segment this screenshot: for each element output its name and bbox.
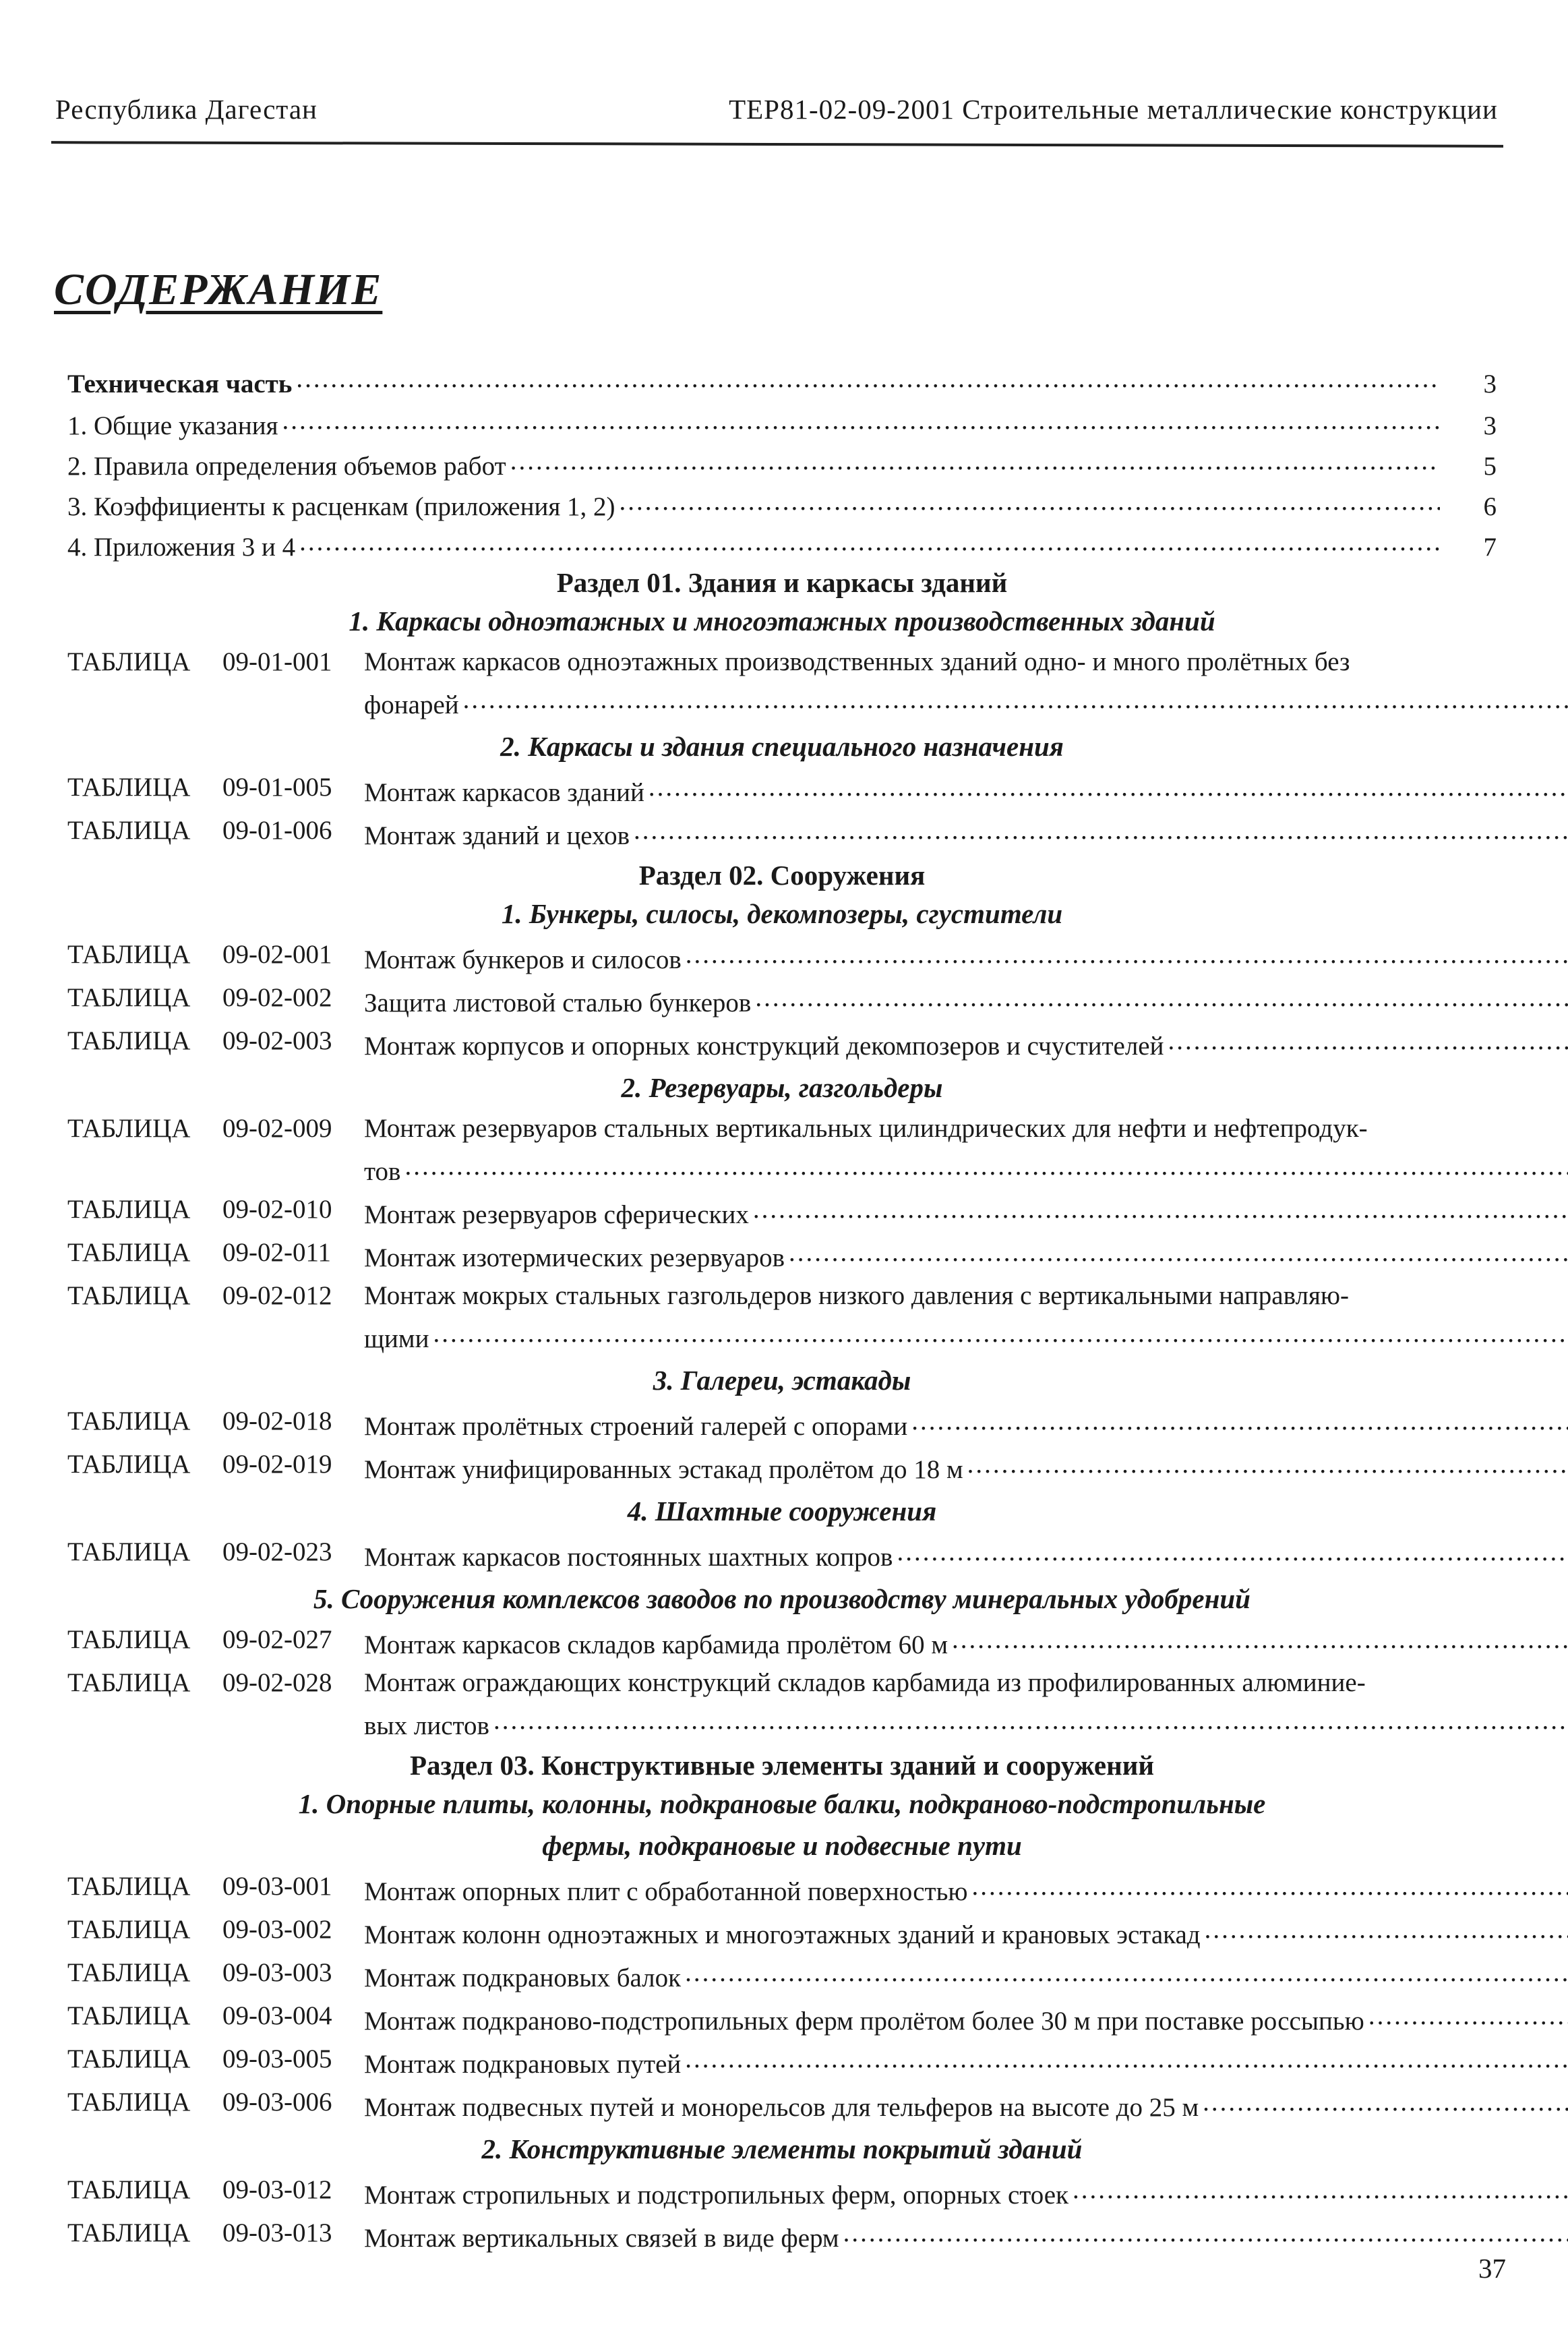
table-code: 09-01-006 bbox=[222, 816, 332, 845]
table-word: ТАБЛИЦА bbox=[67, 647, 191, 676]
toc-table-entry[interactable] bbox=[67, 1022, 1497, 1065]
table-description bbox=[364, 812, 1568, 855]
dot-leader bbox=[634, 812, 1568, 850]
toc-table-entry[interactable] bbox=[67, 1868, 1497, 1911]
toc-table-entry[interactable] bbox=[67, 2214, 1497, 2257]
description-line: щими bbox=[364, 1324, 429, 1353]
description-line: Монтаж подкраново-подстропильных ферм пролётом более 30 м при поставке россыпью bbox=[364, 2007, 1364, 2036]
table-code: 09-03-012 bbox=[222, 2175, 332, 2204]
description-line: Монтаж корпусов и опорных конструкций декомпозеров и счустителей bbox=[364, 1032, 1164, 1061]
table-word: ТАБЛИЦА bbox=[67, 816, 191, 845]
table-code: 09-02-018 bbox=[222, 1407, 332, 1436]
subsection-heading: 1. Каркасы одноэтажных и многоэтажных производственных зданий bbox=[349, 606, 1215, 637]
description-line: тов bbox=[364, 1157, 401, 1186]
table-word: ТАБЛИЦА bbox=[67, 1195, 191, 1224]
table-description bbox=[364, 1911, 1568, 1954]
description-line: Монтаж ограждающих конструкций складов карбамида из профилированных алюминие- bbox=[364, 1668, 1366, 1697]
description-line: Монтаж мокрых стальных газгольдеров низкого давления с вертикальными направляю- bbox=[364, 1281, 1350, 1310]
table-word: ТАБЛИЦА bbox=[67, 983, 191, 1012]
toc-table-entry[interactable] bbox=[67, 1110, 1497, 1191]
description-line: фонарей bbox=[364, 690, 459, 719]
table-description bbox=[364, 2214, 1568, 2257]
dot-leader bbox=[282, 405, 1440, 436]
toc-table-entry[interactable] bbox=[67, 812, 1497, 855]
toc-table-entry[interactable] bbox=[67, 1446, 1497, 1489]
description-line: Монтаж изотермических резервуаров bbox=[364, 1243, 785, 1272]
dot-leader bbox=[967, 1446, 1568, 1483]
table-code: 09-02-002 bbox=[222, 983, 332, 1012]
dot-leader bbox=[686, 936, 1568, 974]
table-word: ТАБЛИЦА bbox=[67, 2044, 191, 2073]
description-line: Монтаж подкрановых путей bbox=[364, 2050, 682, 2079]
table-description bbox=[364, 1533, 1568, 1576]
table-word: ТАБЛИЦА bbox=[67, 1281, 191, 1310]
toc-entry-label: Техническая часть bbox=[67, 370, 293, 398]
table-word: ТАБЛИЦА bbox=[67, 1537, 191, 1566]
dot-leader bbox=[510, 446, 1440, 476]
table-code: 09-02-011 bbox=[222, 1238, 332, 1267]
table-word: ТАБЛИЦА bbox=[67, 1114, 191, 1143]
dot-leader bbox=[1168, 1022, 1568, 1060]
subsection-heading: 2. Конструктивные элементы покрытий зданий bbox=[481, 2133, 1083, 2164]
description-line: Монтаж подкрановых балок bbox=[364, 1963, 682, 1992]
table-code: 09-03-004 bbox=[222, 2001, 332, 2030]
dot-leader bbox=[1368, 1997, 1568, 2035]
subsection-heading: 2. Резервуары, газгольдеры bbox=[621, 1072, 943, 1103]
toc-table-entry[interactable] bbox=[67, 2171, 1497, 2214]
table-description bbox=[364, 1621, 1568, 1664]
dot-leader bbox=[843, 2214, 1568, 2252]
header-divider bbox=[51, 141, 1503, 148]
dot-leader bbox=[1203, 2084, 1568, 2121]
table-code: 09-02-028 bbox=[222, 1668, 332, 1697]
toc-table-entry[interactable] bbox=[67, 1954, 1497, 1997]
table-word: ТАБЛИЦА bbox=[67, 1668, 191, 1697]
table-code: 09-02-010 bbox=[222, 1195, 332, 1224]
dot-leader bbox=[1073, 2171, 1568, 2209]
subsection-heading: 1. Опорные плиты, колонны, подкрановые балки, подкраново-подстропильные bbox=[298, 1788, 1266, 1819]
table-word: ТАБЛИЦА bbox=[67, 1238, 191, 1267]
table-description bbox=[364, 769, 1568, 812]
description-line: Монтаж каркасов одноэтажных производственных зданий одно- и много пролётных без bbox=[364, 647, 1350, 676]
subsection-heading: фермы, подкрановые и подвесные пути bbox=[542, 1830, 1022, 1861]
dot-leader bbox=[649, 769, 1568, 806]
description-line: Монтаж колонн одноэтажных и многоэтажных зданий и крановых эстакад bbox=[364, 1920, 1201, 1949]
toc-entry-label: 1. Общие указания bbox=[67, 411, 278, 440]
table-code: 09-02-023 bbox=[222, 1537, 332, 1566]
table-word: ТАБЛИЦА bbox=[67, 1915, 191, 1944]
table-of-contents bbox=[67, 359, 1497, 2257]
toc-table-entry[interactable] bbox=[67, 936, 1497, 979]
table-word: ТАБЛИЦА bbox=[67, 940, 191, 969]
table-code: 09-01-001 bbox=[222, 647, 332, 676]
dot-leader bbox=[620, 486, 1440, 516]
table-code: 09-01-005 bbox=[222, 773, 332, 802]
dot-leader bbox=[972, 1868, 1568, 1906]
subsection-heading: 3. Галереи, эстакады bbox=[653, 1365, 911, 1396]
header-document-title: ТЕР81-02-09-2001 Строительные металлические конструкции bbox=[729, 94, 1498, 125]
dot-leader bbox=[493, 1702, 1568, 1740]
table-code: 09-03-006 bbox=[222, 2088, 332, 2117]
table-code: 09-02-027 bbox=[222, 1625, 332, 1654]
table-word: ТАБЛИЦА bbox=[67, 1958, 191, 1987]
table-description bbox=[364, 2040, 1568, 2084]
dot-leader bbox=[789, 1234, 1568, 1272]
toc-table-entry[interactable] bbox=[67, 1402, 1497, 1446]
header-region-label: Республика Дагестан bbox=[55, 94, 318, 125]
table-code: 09-03-003 bbox=[222, 1958, 332, 1987]
toc-table-entry[interactable] bbox=[67, 2084, 1497, 2127]
description-line: Монтаж каркасов складов карбамида пролётом 60 м bbox=[364, 1630, 948, 1659]
toc-table-entry[interactable] bbox=[67, 1911, 1497, 1954]
toc-entry-page: 3 bbox=[1483, 370, 1497, 398]
toc-entry-label: 2. Правила определения объемов работ bbox=[67, 452, 506, 481]
toc-entry[interactable] bbox=[67, 522, 1497, 562]
description-line: Монтаж вертикальных связей в виде ферм bbox=[364, 2224, 839, 2253]
table-description bbox=[364, 1664, 1568, 1745]
table-description bbox=[364, 643, 1568, 724]
table-description bbox=[364, 1954, 1568, 1997]
table-word: ТАБЛИЦА bbox=[67, 1872, 191, 1901]
description-line: Монтаж бункеров и силосов bbox=[364, 945, 682, 974]
table-description bbox=[364, 2084, 1568, 2127]
toc-table-entry[interactable] bbox=[67, 769, 1497, 812]
description-line: Монтаж подвесных путей и монорельсов для тельферов на высоте до 25 м bbox=[364, 2093, 1199, 2122]
table-code: 09-03-013 bbox=[222, 2218, 332, 2247]
table-word: ТАБЛИЦА bbox=[67, 1625, 191, 1654]
description-line: Монтаж унифицированных эстакад пролётом до 18 м bbox=[364, 1455, 963, 1484]
description-line: вых листов bbox=[364, 1711, 489, 1740]
section-heading: Раздел 03. Конструктивные элементы зданий и сооружений bbox=[410, 1750, 1154, 1781]
dot-leader bbox=[753, 1191, 1568, 1229]
table-code: 09-02-012 bbox=[222, 1281, 332, 1310]
toc-table-entry[interactable] bbox=[67, 1664, 1497, 1745]
description-line: Защита листовой сталью бункеров bbox=[364, 988, 752, 1017]
subsection-heading: 5. Сооружения комплексов заводов по производству минеральных удобрений bbox=[313, 1583, 1250, 1614]
dot-leader bbox=[463, 681, 1568, 719]
toc-table-entry[interactable] bbox=[67, 1621, 1497, 1664]
toc-table-entry[interactable] bbox=[67, 2040, 1497, 2084]
dot-leader bbox=[685, 2040, 1568, 2078]
dot-leader bbox=[299, 527, 1440, 557]
subsection-heading: 1. Бункеры, силосы, декомпозеры, сгустители bbox=[501, 898, 1063, 929]
table-word: ТАБЛИЦА bbox=[67, 2088, 191, 2117]
table-description bbox=[364, 979, 1568, 1022]
toc-entry-technical-part[interactable] bbox=[67, 359, 1497, 399]
toc-entry[interactable] bbox=[67, 481, 1497, 522]
table-code: 09-02-009 bbox=[222, 1114, 332, 1143]
description-line: Монтаж каркасов постоянных шахтных копров bbox=[364, 1543, 893, 1572]
table-word: ТАБЛИЦА bbox=[67, 2175, 191, 2204]
table-word: ТАБЛИЦА bbox=[67, 1450, 191, 1479]
table-word: ТАБЛИЦА bbox=[67, 1026, 191, 1055]
dot-leader bbox=[1205, 1911, 1568, 1949]
description-line: Монтаж резервуаров сферических bbox=[364, 1200, 749, 1229]
table-description bbox=[364, 1022, 1568, 1065]
table-code: 09-02-001 bbox=[222, 940, 332, 969]
toc-entry[interactable] bbox=[67, 441, 1497, 481]
toc-table-entry[interactable] bbox=[67, 643, 1497, 724]
table-description bbox=[364, 1191, 1568, 1234]
technical-part-items bbox=[67, 401, 1497, 562]
toc-entry-page: 5 bbox=[1483, 452, 1497, 481]
table-word: ТАБЛИЦА bbox=[67, 2001, 191, 2030]
table-code: 09-02-019 bbox=[222, 1450, 332, 1479]
table-code: 09-02-003 bbox=[222, 1026, 332, 1055]
dot-leader bbox=[404, 1148, 1568, 1185]
dot-leader bbox=[952, 1621, 1568, 1659]
table-description bbox=[364, 1997, 1568, 2040]
dot-leader bbox=[433, 1315, 1568, 1353]
toc-table-entry[interactable] bbox=[67, 1277, 1497, 1358]
table-code: 09-03-005 bbox=[222, 2044, 332, 2073]
subsection-heading: 4. Шахтные сооружения bbox=[627, 1496, 937, 1527]
dot-leader bbox=[897, 1533, 1568, 1571]
dot-leader bbox=[911, 1402, 1568, 1440]
table-word: ТАБЛИЦА bbox=[67, 773, 191, 802]
table-word: ТАБЛИЦА bbox=[67, 2218, 191, 2247]
toc-entry-page: 3 bbox=[1483, 411, 1497, 440]
table-description bbox=[364, 1234, 1568, 1277]
toc-table-entry[interactable] bbox=[67, 1234, 1497, 1277]
toc-entry-label: 4. Приложения 3 и 4 bbox=[67, 533, 296, 562]
description-line: Монтаж пролётных строений галерей с опорами bbox=[364, 1412, 908, 1441]
table-code: 09-03-001 bbox=[222, 1872, 332, 1901]
toc-entry-label: 3. Коэффициенты к расценкам (приложения 1, 2) bbox=[67, 492, 615, 521]
toc-entry-page: 6 bbox=[1483, 492, 1497, 521]
description-line: Монтаж зданий и цехов bbox=[364, 821, 630, 850]
table-code: 09-03-002 bbox=[222, 1915, 332, 1944]
toc-table-entry[interactable] bbox=[67, 1997, 1497, 2040]
section-heading: Раздел 02. Сооружения bbox=[638, 860, 926, 891]
table-description bbox=[364, 936, 1568, 979]
description-line: Монтаж резервуаров стальных вертикальных цилиндрических для нефти и нефтепродук- bbox=[364, 1114, 1368, 1143]
dot-leader bbox=[685, 1954, 1568, 1992]
section-heading: Раздел 01. Здания и каркасы зданий bbox=[556, 567, 1008, 598]
toc-table-entry[interactable] bbox=[67, 1191, 1497, 1234]
toc-table-entry[interactable] bbox=[67, 979, 1497, 1022]
table-description bbox=[364, 1277, 1568, 1358]
page-title: СОДЕРЖАНИЕ bbox=[54, 265, 383, 314]
dot-leader bbox=[755, 979, 1568, 1017]
description-line: Монтаж стропильных и подстропильных ферм, опорных стоек bbox=[364, 2181, 1069, 2210]
toc-entry-page: 7 bbox=[1483, 533, 1497, 562]
table-description bbox=[364, 1446, 1568, 1489]
table-description bbox=[364, 1868, 1568, 1911]
table-description bbox=[364, 2171, 1568, 2214]
subsection-heading: 2. Каркасы и здания специального назначения bbox=[500, 731, 1064, 762]
table-description bbox=[364, 1110, 1568, 1191]
dot-leader bbox=[296, 363, 1440, 394]
description-line: Монтаж каркасов зданий bbox=[364, 778, 644, 807]
table-word: ТАБЛИЦА bbox=[67, 1407, 191, 1436]
page-number: 37 bbox=[1478, 2253, 1506, 2284]
toc-table-entry[interactable] bbox=[67, 1533, 1497, 1576]
sections-list bbox=[67, 566, 1497, 2257]
description-line: Монтаж опорных плит с обработанной поверхностью bbox=[364, 1877, 968, 1906]
toc-entry[interactable] bbox=[67, 401, 1497, 441]
table-description bbox=[364, 1402, 1568, 1446]
